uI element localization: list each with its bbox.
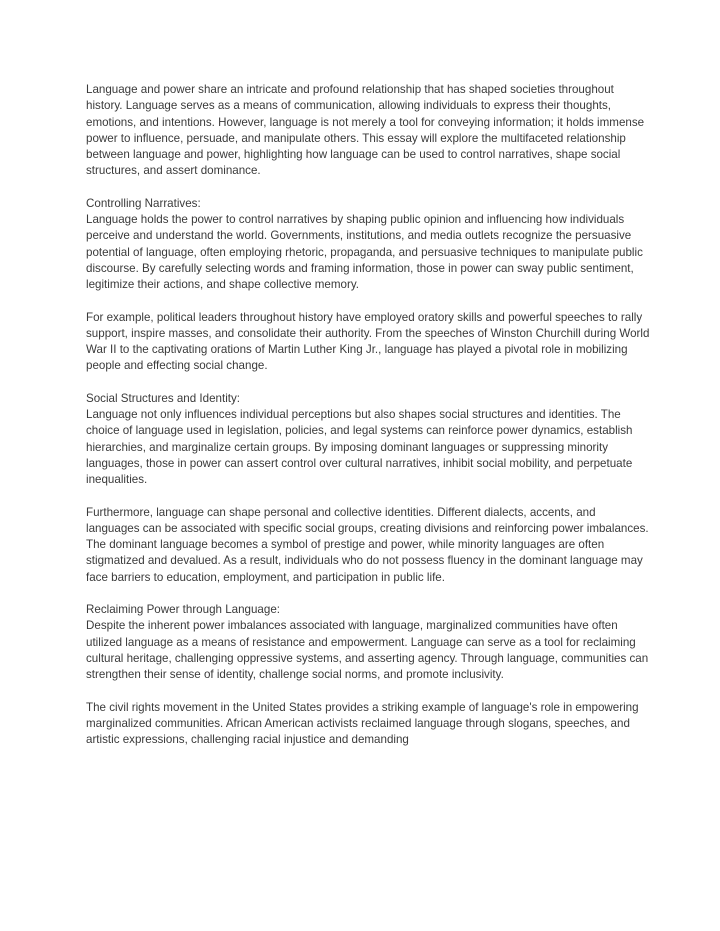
section-paragraph: Despite the inherent power imbalances associated with language, marginalized communities have often utilized language as a means of resistance and empowerment. Language can serve as a tool for reclaiming cultural heritage, challenging oppressive systems, and asserting agency. Through language, communities can strengthen their sense of identity, challenge social norms, and promote inclusivity. [86, 619, 649, 682]
section-paragraph: For example, political leaders throughout history have employed oratory skills and powerful speeches to rally support, inspire masses, and consolidate their authority. From the speeches of Winston Churchill during World War II to the captivating orations of Martin Luther King Jr., language has played a pivotal role in mobilizing people and effecting social change. [86, 310, 650, 373]
section-heading: Controlling Narratives: [86, 196, 201, 210]
section-reclaiming-power [86, 602, 650, 683]
section-heading: Reclaiming Power through Language: [86, 603, 280, 617]
section-paragraph: Language not only influences individual perceptions but also shapes social structures and identities. The choice of language used in legislation, policies, and legal systems can reinforce power dynamics, establish hierarchies, and marginalize certain groups. By imposing dominant languages or suppressing minority languages, those in power can assert control over cultural narratives, inhibit social mobility, and perpetuate inequalities. [86, 408, 633, 487]
document-body [86, 82, 650, 764]
section-paragraph: Furthermore, language can shape personal and collective identities. Different dialects, accents, and languages can be associated with specific social groups, creating divisions and reinforcing power imbalances. The dominant language becomes a symbol of prestige and power, while minority languages are often stigmatized and devalued. As a result, individuals who do not possess fluency in the dominant language may face barriers to education, employment, and participation in public life. [86, 505, 649, 584]
section-social-structures [86, 391, 650, 489]
intro-paragraph: Language and power share an intricate and profound relationship that has shaped societies throughout history. Language serves as a means of communication, allowing individuals to express their thoughts, emotions, and intentions. However, language is not merely a tool for conveying information; it holds immense power to influence, persuade, and manipulate others. This essay will explore the multifaceted relationship between language and power, highlighting how language can be used to control narratives, shape social structures, and assert dominance. [86, 83, 645, 178]
section-paragraph: Language holds the power to control narratives by shaping public opinion and influencing how individuals perceive and understand the world. Governments, institutions, and media outlets recognize the persuasive potential of language, often employing rhetoric, propaganda, and persuasive techniques to manipulate public discourse. By carefully selecting words and framing information, those in power can sway public sentiment, legitimize their actions, and shape collective memory. [86, 213, 643, 292]
section-heading: Social Structures and Identity: [86, 391, 241, 405]
section-paragraph: The civil rights movement in the United States provides a striking example of language's role in empowering marginalized communities. African American activists reclaimed language through slogans, speeches, and artistic expressions, challenging racial injustice and demanding [86, 700, 639, 747]
section-controlling-narratives [86, 196, 650, 294]
